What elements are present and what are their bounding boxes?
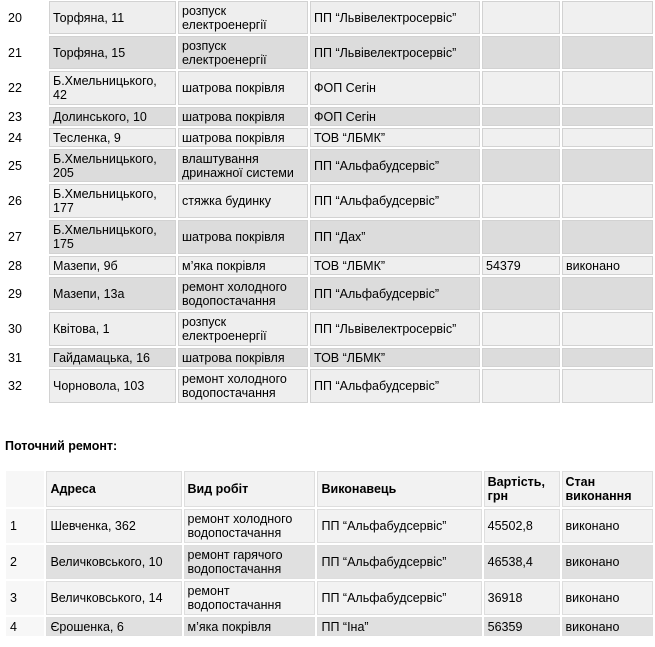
contractor-cell: ПП “Дах”	[310, 220, 480, 254]
contractor-cell: ТОВ “ЛБМК”	[310, 128, 480, 147]
status-cell	[562, 1, 653, 34]
address-cell: Величковського, 14	[46, 581, 181, 615]
address-cell: Б.Хмельницького, 42	[49, 71, 176, 105]
contractor-cell: ПП “Львівелектросервіс”	[310, 312, 480, 346]
cost-cell	[482, 71, 560, 105]
address-cell: Чорновола, 103	[49, 369, 176, 403]
cost-cell	[482, 277, 560, 310]
cost-cell: 56359	[484, 617, 560, 636]
work-type-cell: розпуск електроенергії	[178, 1, 308, 34]
address-cell: Квітова, 1	[49, 312, 176, 346]
row-number: 30	[4, 312, 47, 346]
address-cell: Шевченка, 362	[46, 509, 181, 543]
table-row	[4, 369, 653, 403]
work-type-cell: розпуск електроенергії	[178, 312, 308, 346]
table-header-row	[6, 471, 653, 507]
contractor-cell: ПП “Іна”	[317, 617, 481, 636]
work-type-cell: шатрова покрівля	[178, 107, 308, 126]
status-cell	[562, 107, 653, 126]
cost-cell: 45502,8	[484, 509, 560, 543]
work-type-cell: ремонт водопостачання	[184, 581, 316, 615]
contractor-cell: ФОП Сегін	[310, 107, 480, 126]
row-number: 25	[4, 149, 47, 182]
current-repairs-table	[4, 469, 655, 638]
table-row	[6, 617, 653, 636]
work-type-cell: м’яка покрівля	[178, 256, 308, 275]
row-number: 21	[4, 36, 47, 69]
address-cell: Долинського, 10	[49, 107, 176, 126]
work-type-cell: м’яка покрівля	[184, 617, 316, 636]
work-type-cell: ремонт холодного водопостачання	[178, 369, 308, 403]
table-row	[6, 581, 653, 615]
contractor-cell: ПП “Львівелектросервіс”	[310, 1, 480, 34]
status-cell	[562, 149, 653, 182]
contractor-cell: ПП “Альфабудсервіс”	[317, 581, 481, 615]
status-cell: виконано	[562, 617, 654, 636]
table-row	[4, 36, 653, 69]
status-cell: виконано	[562, 545, 654, 579]
row-number: 29	[4, 277, 47, 310]
contractor-cell: ПП “Альфабудсервіс”	[310, 149, 480, 182]
table-row	[4, 348, 653, 367]
work-type-cell: стяжка будинку	[178, 184, 308, 218]
work-type-cell: шатрова покрівля	[178, 220, 308, 254]
table-row	[4, 184, 653, 218]
table-row	[6, 545, 653, 579]
status-cell	[562, 36, 653, 69]
address-cell: Мазепи, 13а	[49, 277, 176, 310]
table-row	[4, 107, 653, 126]
cost-cell	[482, 128, 560, 147]
row-number: 2	[6, 545, 44, 579]
address-cell: Торфяна, 15	[49, 36, 176, 69]
cost-cell	[482, 184, 560, 218]
capital-repairs-table	[2, 0, 655, 405]
cost-cell: 46538,4	[484, 545, 560, 579]
row-number: 23	[4, 107, 47, 126]
header-address: Адреса	[46, 471, 181, 507]
work-type-cell: ремонт гарячого водопостачання	[184, 545, 316, 579]
row-number: 24	[4, 128, 47, 147]
work-type-cell: шатрова покрівля	[178, 348, 308, 367]
status-cell	[562, 128, 653, 147]
contractor-cell: ТОВ “ЛБМК”	[310, 348, 480, 367]
cost-cell	[482, 36, 560, 69]
table-row	[4, 128, 653, 147]
work-type-cell: ремонт холодного водопостачання	[178, 277, 308, 310]
table-row	[4, 1, 653, 34]
table-row	[4, 220, 653, 254]
cost-cell	[482, 369, 560, 403]
work-type-cell: шатрова покрівля	[178, 71, 308, 105]
cost-cell	[482, 149, 560, 182]
row-number: 31	[4, 348, 47, 367]
work-type-cell: влаштування дринажної системи	[178, 149, 308, 182]
address-cell: Тесленка, 9	[49, 128, 176, 147]
contractor-cell: ФОП Сегін	[310, 71, 480, 105]
row-number: 22	[4, 71, 47, 105]
cost-cell	[482, 1, 560, 34]
table-row	[4, 71, 653, 105]
status-cell	[562, 220, 653, 254]
work-type-cell: ремонт холодного водопостачання	[184, 509, 316, 543]
cost-cell	[482, 348, 560, 367]
row-number: 26	[4, 184, 47, 218]
contractor-cell: ПП “Альфабудсервіс”	[310, 184, 480, 218]
address-cell: Єрошенка, 6	[46, 617, 181, 636]
row-number: 27	[4, 220, 47, 254]
table-row	[6, 509, 653, 543]
address-cell: Б.Хмельницького, 175	[49, 220, 176, 254]
status-cell	[562, 184, 653, 218]
row-number: 32	[4, 369, 47, 403]
work-type-cell: розпуск електроенергії	[178, 36, 308, 69]
status-cell	[562, 369, 653, 403]
contractor-cell: ПП “Альфабудсервіс”	[317, 545, 481, 579]
table-row	[4, 256, 653, 275]
section-title: Поточний ремонт:	[5, 439, 118, 453]
contractor-cell: ПП “Альфабудсервіс”	[317, 509, 481, 543]
row-number: 20	[4, 1, 47, 34]
header-cost: Вартість, грн	[484, 471, 560, 507]
row-number: 4	[6, 617, 44, 636]
status-cell	[562, 312, 653, 346]
contractor-cell: ТОВ “ЛБМК”	[310, 256, 480, 275]
cost-cell	[482, 220, 560, 254]
cost-cell	[482, 107, 560, 126]
contractor-cell: ПП “Львівелектросервіс”	[310, 36, 480, 69]
contractor-cell: ПП “Альфабудсервіс”	[310, 277, 480, 310]
row-number: 1	[6, 509, 44, 543]
cost-cell: 54379	[482, 256, 560, 275]
address-cell: Величковського, 10	[46, 545, 181, 579]
status-cell	[562, 277, 653, 310]
status-cell: виконано	[562, 509, 654, 543]
address-cell: Гайдамацька, 16	[49, 348, 176, 367]
cost-cell: 36918	[484, 581, 560, 615]
address-cell: Мазепи, 9б	[49, 256, 176, 275]
header-contractor: Виконавець	[317, 471, 481, 507]
contractor-cell: ПП “Альфабудсервіс”	[310, 369, 480, 403]
status-cell	[562, 348, 653, 367]
header-number	[6, 471, 44, 507]
header-status: Стан виконання	[562, 471, 654, 507]
status-cell: виконано	[562, 256, 653, 275]
table-row	[4, 149, 653, 182]
address-cell: Б.Хмельницького, 205	[49, 149, 176, 182]
table-row	[4, 312, 653, 346]
row-number: 3	[6, 581, 44, 615]
table-row	[4, 277, 653, 310]
header-work-type: Вид робіт	[184, 471, 316, 507]
cost-cell	[482, 312, 560, 346]
status-cell	[562, 71, 653, 105]
address-cell: Торфяна, 11	[49, 1, 176, 34]
address-cell: Б.Хмельницького, 177	[49, 184, 176, 218]
row-number: 28	[4, 256, 47, 275]
work-type-cell: шатрова покрівля	[178, 128, 308, 147]
status-cell: виконано	[562, 581, 654, 615]
